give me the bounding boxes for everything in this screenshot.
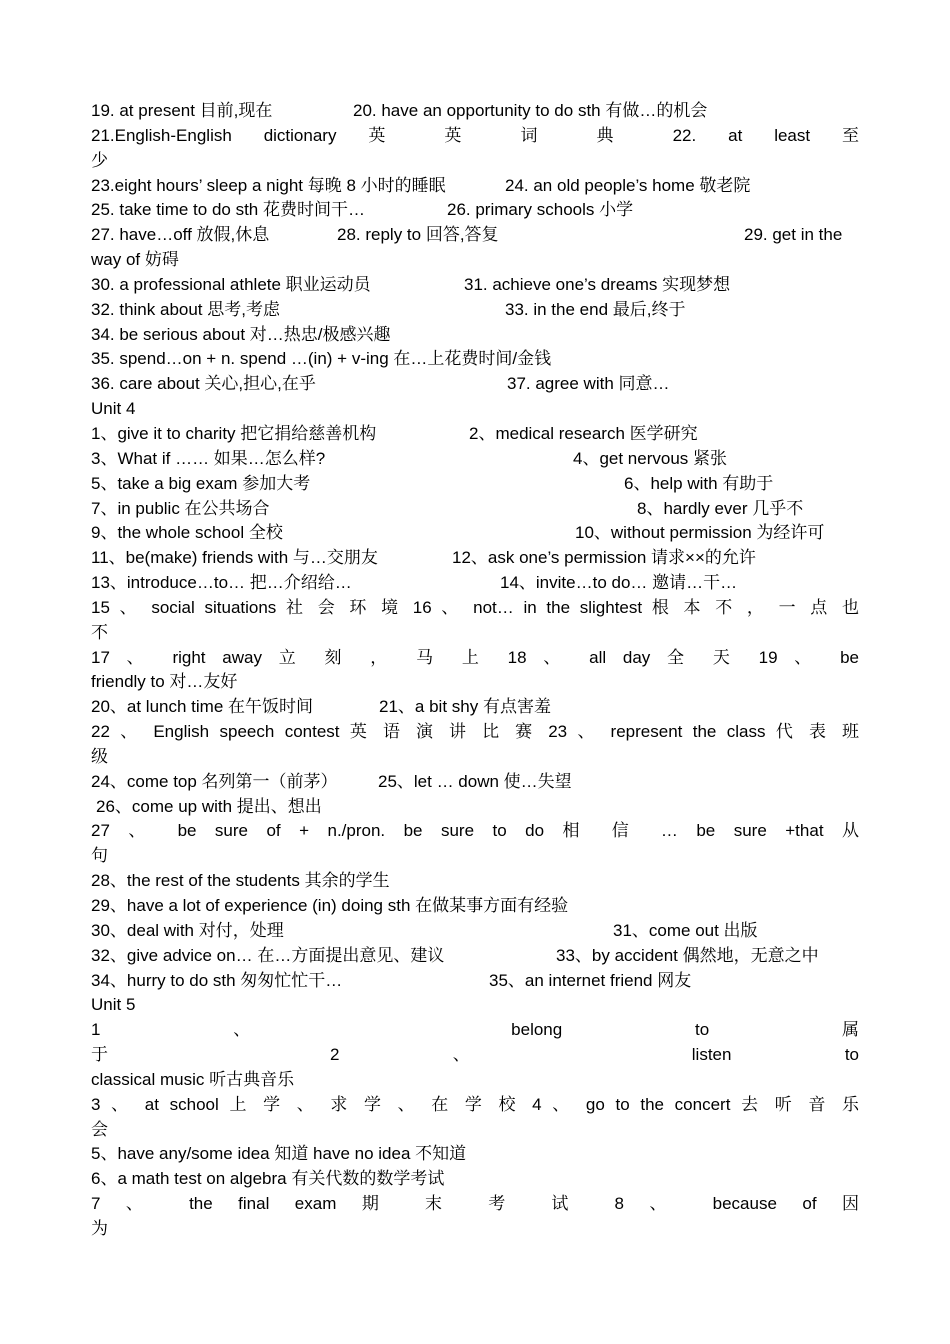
text-line	[91, 521, 859, 546]
vocab-entry: 29. get in the	[744, 225, 843, 245]
text-line: 21.English-English dictionary 英 英 词 典 22. at least 至	[91, 125, 859, 145]
vocab-entry: 句	[91, 846, 108, 866]
document-page	[91, 99, 859, 1242]
vocab-entry: 为	[91, 1218, 108, 1238]
vocab-entry: 9、the whole school 全校	[91, 523, 283, 543]
vocab-entry: way of 妨碍	[91, 250, 179, 270]
vocab-entry: 35. spend…on + n. spend …(in) + v-ing 在…上花费时间/金钱	[91, 349, 552, 369]
vocab-entry: 36. care about 关心,担心,在乎	[91, 374, 316, 394]
text-line: 17 、 right away 立 刻 ， 马 上 18 、 all day 全 天 19 、 be	[91, 647, 859, 667]
vocab-entry: 31. achieve one’s dreams 实现梦想	[464, 274, 731, 294]
vocab-entry: 12、ask one’s permission 请求××的允许	[452, 548, 756, 568]
text-line	[91, 670, 859, 695]
vocab-entry: 35、an internet friend 网友	[489, 970, 692, 990]
text-line	[91, 447, 859, 472]
text-line	[91, 546, 859, 571]
text-line	[91, 422, 859, 447]
text-line	[91, 869, 859, 894]
text-line	[91, 372, 859, 397]
text-line: 27 、 be sure of + n./pron. be sure to do 相 信 … be sure +that 从	[91, 821, 859, 841]
text-line	[91, 149, 859, 174]
text-line	[91, 621, 859, 646]
vocab-entry: 24、come top 名列第一（前茅）	[91, 771, 338, 791]
vocab-entry: 会	[91, 1119, 108, 1139]
text-line: 3 、 at school 上 学 、 求 学 、 在 学 校 4 、 go to the concert 去 听 音 乐	[91, 1094, 859, 1114]
vocab-entry: 25. take time to do sth 花费时间干…	[91, 200, 365, 220]
text-line	[91, 993, 859, 1018]
vocab-entry: 34. be serious about 对…热忠/极感兴趣	[91, 324, 391, 344]
vocab-entry: 不	[91, 622, 108, 642]
text-line	[91, 571, 859, 596]
text-line: 15 、 social situations 社 会 环 境 16 、 not… in the slightest 根 本 不 ， 一 点 也	[91, 597, 859, 617]
vocab-entry: 30. a professional athlete 职业运动员	[91, 274, 371, 294]
vocab-entry: 11、be(make) friends with 与…交朋友	[91, 548, 378, 568]
vocab-entry: 34、hurry to do sth 匆匆忙忙干…	[91, 970, 343, 990]
vocab-entry: 33、by accident 偶然地，无意之中	[556, 945, 819, 965]
vocab-entry: 20、at lunch time 在午饭时间	[91, 697, 314, 717]
text-line	[91, 497, 859, 522]
vocab-entry: 31、come out 出版	[613, 920, 758, 940]
vocab-entry: 7、in public 在公共场合	[91, 498, 270, 518]
vocab-entry: 10、without permission 为经许可	[575, 523, 825, 543]
text-line	[91, 347, 859, 372]
vocab-entry: 24. an old people’s home 敬老院	[505, 175, 751, 195]
text-line	[91, 944, 859, 969]
vocab-entry: 29、have a lot of experience (in) doing sth 在做某事方面有经验	[91, 896, 569, 915]
vocab-entry: 2、medical research 医学研究	[469, 423, 698, 443]
vocab-entry: 28、the rest of the students 其余的学生	[91, 871, 390, 891]
vocab-entry: 37. agree with 同意…	[507, 374, 670, 394]
vocab-entry: 28. reply to 回答,答复	[337, 225, 499, 245]
vocab-entry: Unit 5	[91, 995, 136, 1015]
text-line: 7 、 the final exam 期 末 考 试 8 、 because of 因	[91, 1194, 859, 1214]
text-line	[91, 795, 859, 820]
vocab-entry: 21、a bit shy 有点害羞	[379, 697, 551, 717]
vocab-entry: 14、invite…to do… 邀请…干…	[500, 573, 738, 593]
text-line: 22 、 English speech contest 英 语 演 讲 比 赛 23 、 represent the class 代 表 班	[91, 722, 859, 742]
text-line	[91, 323, 859, 348]
vocab-entry: 8、hardly ever 几乎不	[637, 498, 804, 518]
vocab-entry: 5、have any/some idea 知道 have no idea 不知道	[91, 1144, 467, 1164]
text-line	[91, 969, 859, 994]
text-line	[91, 1118, 859, 1143]
vocab-entry: friendly to 对…友好	[91, 672, 238, 692]
vocab-entry: classical music 听古典音乐	[91, 1069, 295, 1089]
text-line	[91, 472, 859, 497]
vocab-entry: 30、deal with 对付，处理	[91, 920, 284, 940]
vocab-entry: 33. in the end 最后,终于	[505, 299, 686, 319]
vocab-entry: 26、come up with 提出、想出	[96, 796, 322, 816]
vocab-entry: 少	[91, 150, 108, 170]
text-line	[91, 298, 859, 323]
vocab-entry: 5、take a big exam 参加大考	[91, 473, 311, 493]
text-line	[91, 745, 859, 770]
text-line	[91, 919, 859, 944]
text-line	[91, 894, 859, 919]
vocab-entry: 23.eight hours’ sleep a night 每晚 8 小时的睡眠	[91, 175, 446, 195]
text-line	[91, 1068, 859, 1093]
vocab-entry: 27. have…off 放假,休息	[91, 225, 270, 245]
text-line	[91, 1217, 859, 1242]
text-line: 于 2 、 listen to	[91, 1045, 859, 1065]
text-line	[91, 273, 859, 298]
vocab-entry: 19. at present 目前,现在	[91, 101, 273, 120]
text-line	[91, 397, 859, 422]
vocab-entry: 6、help with 有助于	[624, 473, 774, 493]
text-line	[91, 1167, 859, 1192]
vocab-entry: 32、give advice on… 在…方面提出意见、建议	[91, 945, 445, 965]
text-line	[91, 248, 859, 273]
text-line	[91, 174, 859, 199]
text-line	[91, 198, 859, 223]
vocab-entry: 25、let … down 使…失望	[378, 771, 572, 791]
text-line: 1 、 belong to 属	[91, 1020, 859, 1040]
vocab-entry: 4、get nervous 紧张	[573, 448, 728, 468]
vocab-entry: 6、a math test on algebra 有关代数的数学考试	[91, 1169, 445, 1189]
text-line	[91, 99, 859, 124]
vocab-entry: Unit 4	[91, 399, 136, 419]
text-line	[91, 770, 859, 795]
vocab-entry: 13、introduce…to… 把…介绍给…	[91, 573, 352, 593]
vocab-entry: 3、What if …… 如果…怎么样?	[91, 448, 326, 468]
text-line	[91, 844, 859, 869]
vocab-entry: 1、give it to charity 把它捐给慈善机构	[91, 423, 377, 443]
vocab-entry: 级	[91, 746, 108, 766]
text-line	[91, 695, 859, 720]
text-line	[91, 1142, 859, 1167]
vocab-entry: 32. think about 思考,考虑	[91, 299, 280, 319]
text-line	[91, 223, 859, 248]
vocab-entry: 20. have an opportunity to do sth 有做…的机会	[353, 101, 708, 120]
vocab-entry: 26. primary schools 小学	[447, 200, 634, 220]
